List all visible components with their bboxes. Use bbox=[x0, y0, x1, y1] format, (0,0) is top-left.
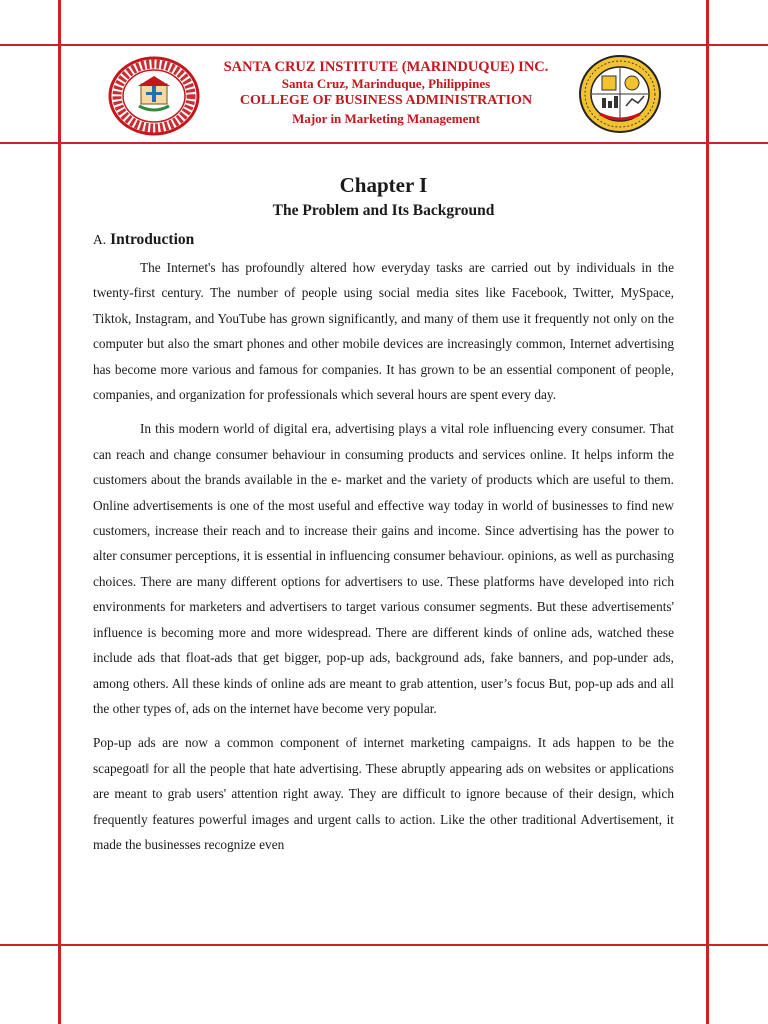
frame-top-line bbox=[0, 44, 768, 46]
paragraph: In this modern world of digital era, advertising plays a vital role influencing every consumer. That can reach and change consumer behaviour in consuming products and services online. It helps inform the customers about the brands available in the e- market and the variety of products which are useful to them. Online advertisements is one of the most useful and effective way today in world of businesses to find new customers, increase their reach and to increase their gains and income. Since advertising has the power to alter consumer perceptions, it is essential in influencing consumer behaviour. opinions, as well as purchasing choices. There are many different options for advertisers to use. These platforms have developed into rich environments for marketers and advertisers to target various consumer segments. But these advertisements' influence is becoming more and more widespread. There are different kinds of online ads, watched these include ads that float-ads that get bigger, pop-up ads, background ads, fake banners, and pop-under ads, among others. All these kinds of online ads are meant to grab attention, user’s focus But, pop-up ads and all the other types of, ads on the internet have become very popular. bbox=[93, 421, 674, 716]
institution-address: Santa Cruz, Marinduque, Philippines bbox=[281, 76, 491, 91]
chapter-content bbox=[93, 170, 674, 857]
section-heading bbox=[93, 229, 674, 251]
santa-cruz-institute-seal bbox=[108, 56, 200, 136]
section-letter: A. bbox=[93, 232, 107, 247]
paragraph: The Internet's has profoundly altered how everyday tasks are carried out by individuals in the twenty-first century. The number of people using social media sites like Facebook, Twitter, MySpace, Tiktok, Instagram, and YouTube has grown significantly, and many of them use it frequently not only on the computer but also the smart phones and other mobile devices are increasingly common, Internet advertising has become more various and famous for companies. It has grown to be an essential component of people, companies, and organization for professionals which several hours are spent every day. bbox=[93, 260, 674, 403]
business-administration-seal bbox=[572, 54, 668, 134]
section-title: Introduction bbox=[110, 231, 195, 248]
letterhead-text bbox=[200, 58, 572, 128]
letterhead bbox=[100, 52, 668, 136]
major-name: Major in Marketing Management bbox=[292, 111, 480, 126]
chapter-subtitle: The Problem and Its Background bbox=[272, 202, 495, 219]
chapter-title: Chapter I bbox=[339, 173, 428, 197]
frame-bottom-line bbox=[0, 944, 768, 946]
frame-header-divider bbox=[0, 142, 768, 144]
frame-right-line bbox=[706, 0, 709, 1024]
paragraph: Pop-up ads are now a common component of internet marketing campaigns. It ads happen to be the scapegoat‖ for all the people that hate advertising. These abruptly appearing ads on websites or applications are meant to grab users' attention right away. They are difficult to ignore because of their design, which frequently features powerful images and urgent calls to action. Like the other traditional Advertisement, it made the businesses recognize even bbox=[93, 735, 674, 852]
college-name: COLLEGE OF BUSINESS ADMINISTRATION bbox=[239, 93, 533, 108]
institution-name: SANTA CRUZ INSTITUTE (MARINDUQUE) INC. bbox=[223, 59, 549, 75]
frame-left-line bbox=[58, 0, 61, 1024]
